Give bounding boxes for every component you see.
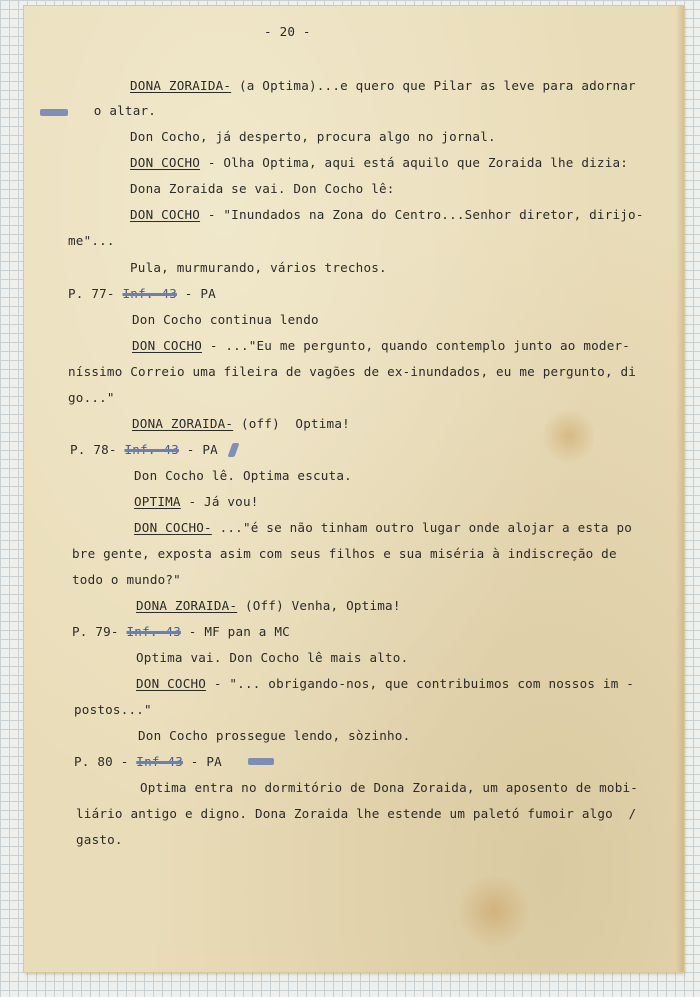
script-line: DON COCHO - "Inundados na Zona do Centro...Senhor diretor, dirijo- [130,207,644,222]
script-line: DON COCHO - Olha Optima, aqui está aquilo que Zoraida lhe dizia: [130,155,629,170]
page-number: - 20 - [264,24,311,39]
script-line: Optima entra no dormitório de Dona Zoraida, um aposento de mobi- [140,780,639,795]
script-line: DON COCHO - ..."Eu me pergunto, quando contemplo junto ao moder- [132,338,631,353]
shot-line: P. 78- Inf. 43 - PA [70,442,218,457]
ink-blot [40,109,68,116]
script-line: Don Cocho prossegue lendo, sòzinho. [138,728,411,743]
script-line: Dona Zoraida se vai. Don Cocho lê: [130,181,395,196]
script-line: postos..." [74,702,152,717]
script-line: Don Cocho lê. Optima escuta. [134,468,352,483]
script-line: Pula, murmurando, vários trechos. [130,260,387,275]
script-line: Don Cocho continua lendo [132,312,319,327]
script-line: todo o mundo?" [72,572,181,587]
script-line: bre gente, exposta asim com seus filhos e sua miséria à indiscreção de [72,546,617,561]
script-line: DONA ZORAIDA- (a Optima)...e quero que Pilar as leve para adornar [130,78,636,93]
script-line: gasto. [76,832,123,847]
script-line: DONA ZORAIDA- (Off) Venha, Optima! [136,598,401,613]
script-line: OPTIMA - Já vou! [134,494,259,509]
script-line: Don Cocho, já desperto, procura algo no jornal. [130,129,496,144]
script-line: níssimo Correio uma fileira de vagões de ex-inundados, eu me pergunto, di [68,364,637,379]
script-line: DONA ZORAIDA- (off) Optima! [132,416,350,431]
script-line: o altar. [86,103,157,118]
shot-line: P. 80 - Inf 43 - PA [74,754,222,769]
shot-line: P. 77- Inf. 43 - PA [68,286,216,301]
speaker-name: DONA ZORAIDA- [130,78,232,93]
ink-blot [227,443,239,457]
script-line: Optima vai. Don Cocho lê mais alto. [136,650,409,665]
ink-blot [248,758,274,765]
script-line: me"... [68,233,115,248]
script-line: go..." [68,390,115,405]
typewritten-page [24,6,684,972]
script-line: DON COCHO - "... obrigando-nos, que contribuimos com nossos im - [136,676,635,691]
script-line: liário antigo e digno. Dona Zoraida lhe estende um paletó fumoir algo / [76,806,637,821]
script-line: DON COCHO- ..."é se não tinham outro lugar onde alojar a esta po [134,520,633,535]
shot-line: P. 79- Inf. 43 - MF pan a MC [72,624,290,639]
